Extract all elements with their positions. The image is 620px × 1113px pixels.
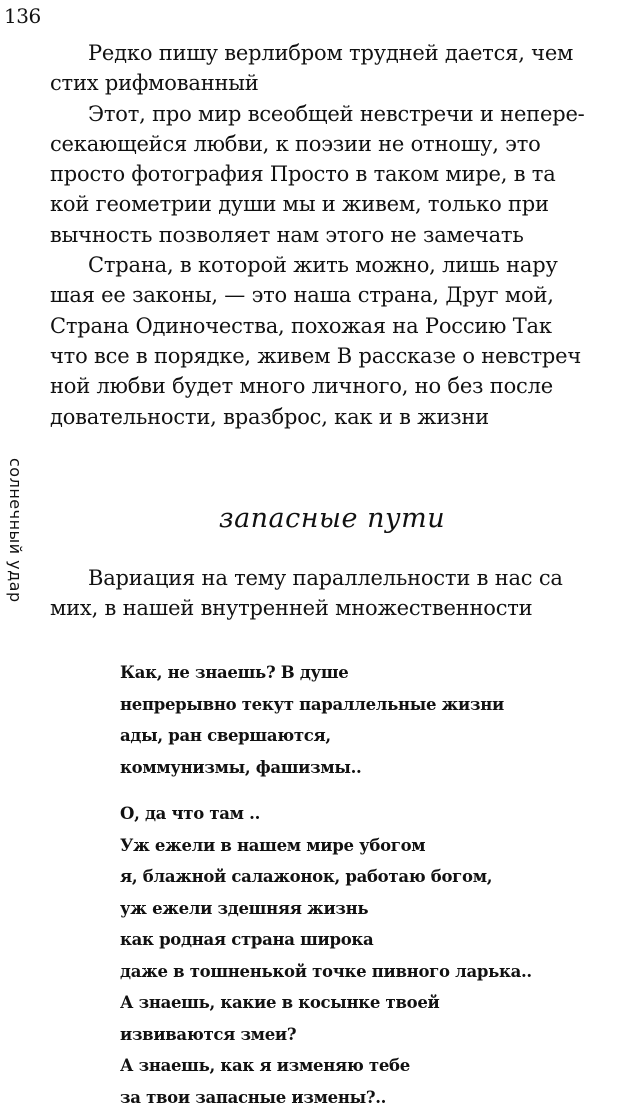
poem-line: за твои запасные измены?..: [120, 1082, 615, 1113]
poem-line: О, да что там ..: [120, 798, 615, 830]
poem-line: извиваются змеи?: [120, 1019, 615, 1051]
text-line: стих рифмованный: [50, 68, 614, 98]
poem-line: я, блажной салажонок, работаю богом,: [120, 861, 615, 893]
section-title: запасные пути: [50, 502, 614, 536]
text-line: ной любви будет много личного, но без после: [50, 371, 614, 401]
text-line: что все в порядке, живем В рассказе о невстреч: [50, 341, 614, 371]
text-line: Этот, про мир всеобщей невстречи и непере-: [50, 99, 614, 129]
running-title: солнечный удар: [4, 458, 26, 618]
text-line: Страна Одиночества, похожая на Россию Так: [50, 311, 614, 341]
text-line: мих, в нашей внутренней множественности: [50, 593, 614, 623]
text-line: шая ее законы, — это наша страна, Друг мой,: [50, 280, 614, 310]
poem-line: как родная страна широка: [120, 924, 615, 956]
text-line: секающейся любви, к поэзии не отношу, это: [50, 129, 614, 159]
poem-line: А знаешь, как я изменяю тебе: [120, 1050, 615, 1082]
section-intro: [50, 563, 614, 624]
poem-line: Как, не знаешь? В душе: [120, 657, 615, 689]
text-line: Вариация на тему параллельности в нас са: [50, 563, 614, 593]
poem-line: ады, ран свершаются,: [120, 720, 615, 752]
poem-line: Уж ежели в нашем мире убогом: [120, 830, 615, 862]
text-line: вычность позволяет нам этого не замечать: [50, 220, 614, 250]
text-line: довательности, вразброс, как и в жизни: [50, 402, 614, 432]
poem-line: коммунизмы, фашизмы..: [120, 752, 615, 784]
page-number: 136: [4, 4, 41, 28]
poem-line: уж ежели здешняя жизнь: [120, 893, 615, 925]
text-line: Редко пишу верлибром трудней дается, чем: [50, 38, 614, 68]
poem-line: непрерывно текут параллельные жизни: [120, 689, 615, 721]
poem-line: даже в тошненькой точке пивного ларька..: [120, 956, 615, 988]
poem: [120, 657, 615, 1113]
poem-line: А знаешь, какие в косынке твоей: [120, 987, 615, 1019]
text-line: кой геометрии души мы и живем, только при: [50, 189, 614, 219]
text-line: просто фотография Просто в таком мире, в та: [50, 159, 614, 189]
text-line: Страна, в которой жить можно, лишь нару: [50, 250, 614, 280]
prose-block: [50, 38, 614, 432]
stanza-gap: [120, 783, 615, 798]
